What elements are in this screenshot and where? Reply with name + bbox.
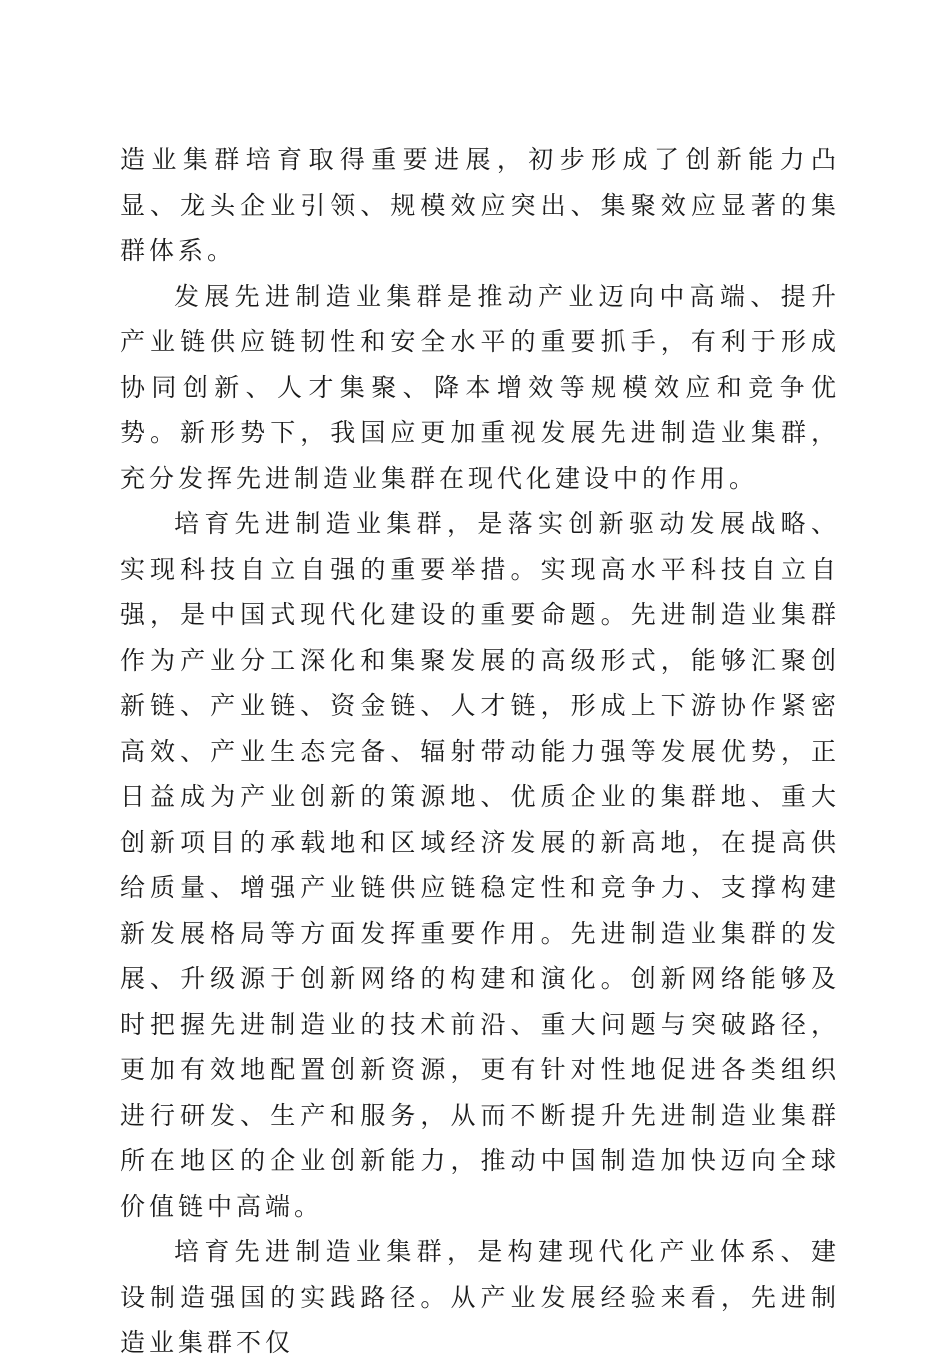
paragraph-continuation: 造业集群培育取得重要进展，初步形成了创新能力凸显、龙头企业引领、规模效应突出、集聚效应显著的集群体系。 [120, 145, 840, 265]
paragraph: 培育先进制造业集群，是构建现代化产业体系、建设制造强国的实践路径。从产业发展经验来看，先进制造业集群不仅 [120, 1237, 840, 1357]
paragraph: 发展先进制造业集群是推动产业迈向中高端、提升产业链供应链韧性和安全水平的重要抓手，有利于形成协同创新、人才集聚、降本增效等规模效应和竞争优势。新形势下，我国应更加重视发展先进制造业集群，充分发挥先进制造业集群在现代化建设中的作用。 [120, 281, 840, 493]
document-body [120, 137, 840, 1366]
paragraph: 培育先进制造业集群，是落实创新驱动发展战略、实现科技自立自强的重要举措。实现高水平科技自立自强，是中国式现代化建设的重要命题。先进制造业集群作为产业分工深化和集聚发展的高级形式，能够汇聚创新链、产业链、资金链、人才链，形成上下游协作紧密高效、产业生态完备、辐射带动能力强等发展优势，正日益成为产业创新的策源地、优质企业的集群地、重大创新项目的承载地和区域经济发展的新高地，在提高供给质量、增强产业链供应链稳定性和竞争力、支撑构建新发展格局等方面发挥重要作用。先进制造业集群的发展、升级源于创新网络的构建和演化。创新网络能够及时把握先进制造业的技术前沿、重大问题与突破路径，更加有效地配置创新资源，更有针对性地促进各类组织进行研发、生产和服务，从而不断提升先进制造业集群所在地区的企业创新能力，推动中国制造加快迈向全球价值链中高端。 [120, 509, 840, 1221]
